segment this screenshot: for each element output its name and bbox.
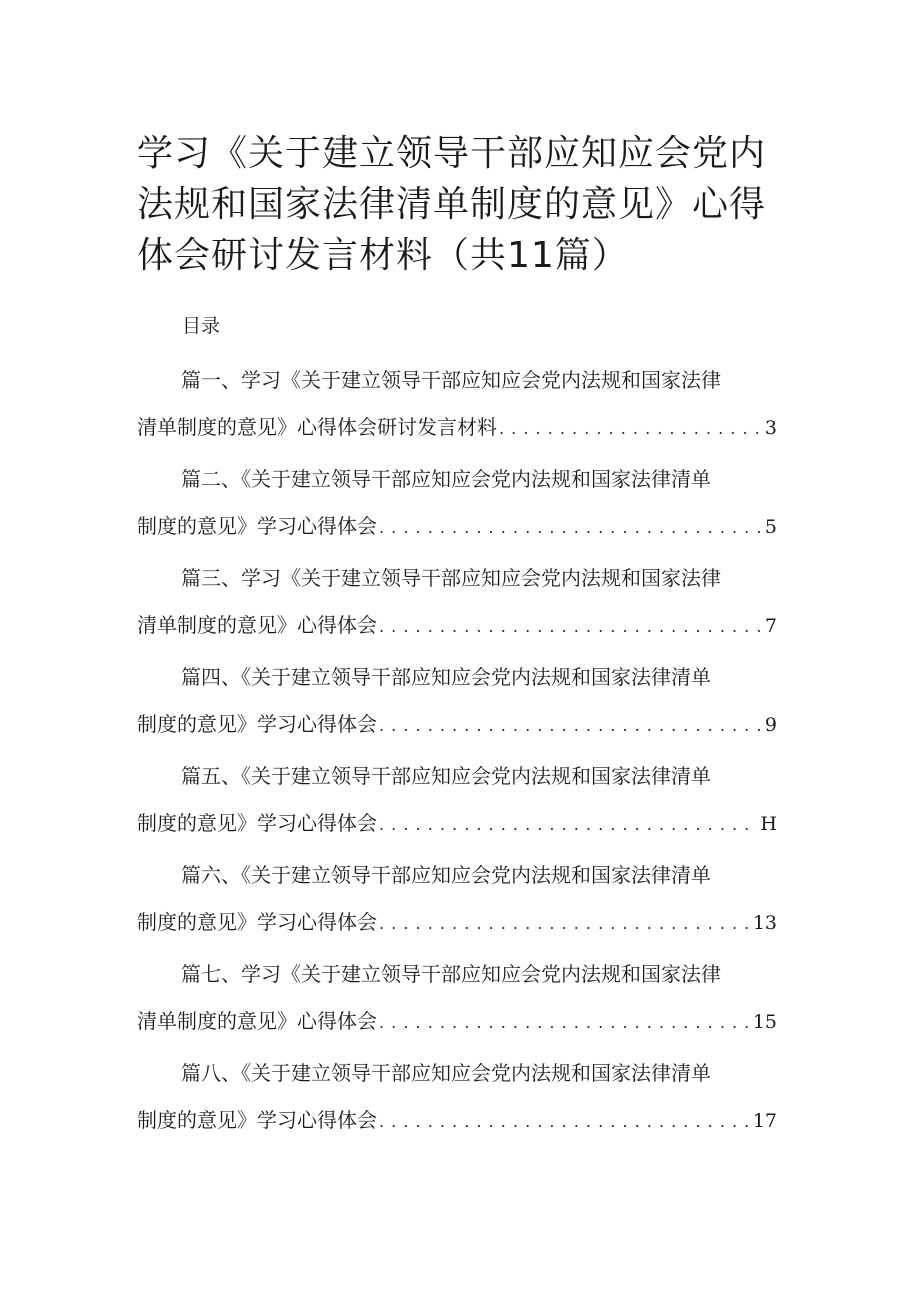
toc-entry-5[interactable] [137, 761, 777, 841]
toc-entry-title-line2 [137, 610, 777, 640]
toc-entry-1[interactable] [137, 365, 777, 445]
toc-page-number: H [760, 813, 777, 835]
toc-entry-title-line2 [137, 511, 777, 541]
toc-entry-7[interactable] [137, 959, 777, 1039]
toc-entry-title-line2-text: 清单制度的意见》心得体会 [137, 613, 377, 637]
toc-page-number: 5 [764, 516, 777, 538]
toc-heading: 目录 [182, 315, 221, 337]
toc-entry-title-line2-text: 制度的意见》学习心得体会 [137, 1108, 377, 1132]
toc-entry-title-line1: 篇四、《关于建立领导干部应知应会党内法规和国家法律清单 [181, 665, 711, 689]
dot-leader [379, 612, 763, 642]
toc-page-number: 17 [752, 1110, 777, 1132]
dot-leader [379, 1107, 751, 1137]
toc-entry-title-line2 [137, 1105, 777, 1135]
toc-page-number: 7 [764, 615, 777, 637]
toc-entry-title-line2-text: 制度的意见》学习心得体会 [137, 514, 377, 538]
toc-entry-4[interactable] [137, 662, 777, 742]
toc-entry-title-line2 [137, 709, 777, 739]
toc-entry-title-line2-text: 清单制度的意见》心得体会研讨发言材料 [137, 415, 497, 439]
toc-page-number: 15 [752, 1011, 777, 1033]
dot-leader [379, 513, 763, 543]
toc-entry-title-line2-text: 制度的意见》学习心得体会 [137, 811, 377, 835]
toc-entry-title-line1: 篇五、《关于建立领导干部应知应会党内法规和国家法律清单 [181, 764, 711, 788]
toc-entry-title-line1: 篇八、《关于建立领导干部应知应会党内法规和国家法律清单 [181, 1061, 711, 1085]
toc-page-number: 13 [752, 912, 777, 934]
toc-entry-2[interactable] [137, 464, 777, 544]
toc-entry-title-line1: 篇二、《关于建立领导干部应知应会党内法规和国家法律清单 [181, 467, 711, 491]
dot-leader [379, 711, 763, 741]
toc-entry-title-line2-text: 清单制度的意见》心得体会 [137, 1009, 377, 1033]
toc-entry-title-line2 [137, 1006, 777, 1036]
toc-entry-title-line1: 篇六、《关于建立领导干部应知应会党内法规和国家法律清单 [181, 863, 711, 887]
toc-entry-title-line2 [137, 412, 777, 442]
toc-entry-title-line1: 篇一、学习《关于建立领导干部应知应会党内法规和国家法律 [181, 368, 721, 392]
dot-leader [379, 810, 758, 840]
toc-entry-title-line2-text: 制度的意见》学习心得体会 [137, 910, 377, 934]
toc-entry-title-line2 [137, 907, 777, 937]
dot-leader [499, 414, 763, 444]
toc-entry-title-line1: 篇三、学习《关于建立领导干部应知应会党内法规和国家法律 [181, 566, 721, 590]
dot-leader [379, 1008, 751, 1038]
toc-page-number: 3 [764, 417, 777, 439]
toc-entry-6[interactable] [137, 860, 777, 940]
document-title: 学习《关于建立领导干部应知应会党内法规和国家法律清单制度的意见》心得体会研讨发言材料（共11篇） [137, 133, 767, 276]
toc-entry-title-line1: 篇七、学习《关于建立领导干部应知应会党内法规和国家法律 [181, 962, 721, 986]
toc-entry-title-line2-text: 制度的意见》学习心得体会 [137, 712, 377, 736]
toc-page-number: 9 [764, 714, 777, 736]
toc-entry-3[interactable] [137, 563, 777, 643]
dot-leader [379, 909, 751, 939]
toc-entry-title-line2 [137, 808, 777, 838]
toc-entry-8[interactable] [137, 1058, 777, 1138]
